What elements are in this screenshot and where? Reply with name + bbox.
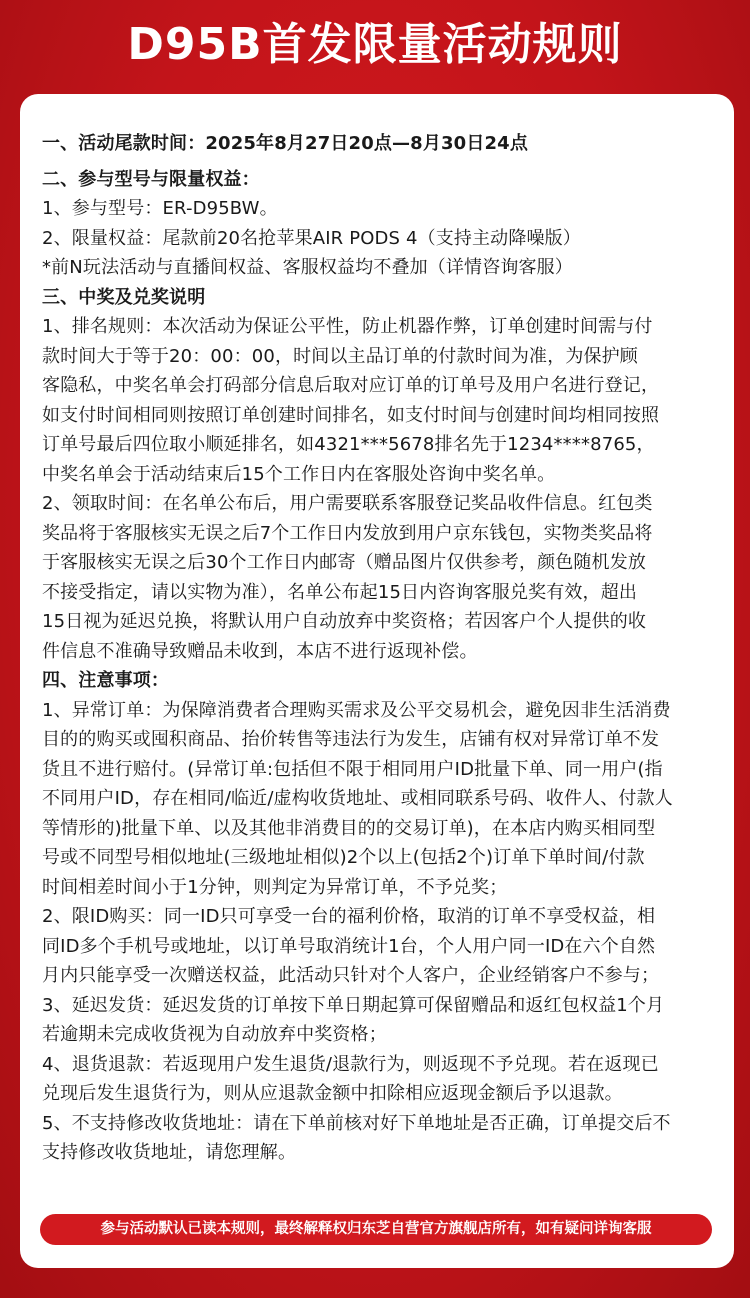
rules-body: [42, 129, 716, 1168]
rule-line: 若逾期未完成收货视为自动放弃中奖资格；: [42, 1024, 387, 1045]
rule-line: 如支付时间相同则按照订单创建时间排名，如支付时间与创建时间均相同按照: [42, 404, 660, 426]
section-heading: 一、活动尾款时间：2025年8月27日20点—8月30日24点: [42, 133, 528, 154]
rule-line: 件信息不准确导致赠品未收到，本店不进行返现补偿。: [42, 640, 478, 662]
rule-line: 款时间大于等于20：00：00，时间以主品订单的付款时间为准，为保护顾: [42, 345, 638, 367]
section-heading: 二、参与型号与限量权益：: [42, 168, 260, 190]
rule-line: 等情形的)批量下单、以及其他非消费目的的交易订单)，在本店内购买相同型: [42, 817, 656, 839]
rule-line: 4、退货退款：若返现用户发生退货/退款行为，则返现不予兑现。若在返现已: [42, 1053, 659, 1075]
rule-line: 1、参与型号：ER-D95BW。: [42, 198, 278, 219]
rule-line: 2、限量权益：尾款前20名抢苹果AIR PODS 4（支持主动降噪版）: [42, 227, 581, 249]
section-heading: 三、中奖及兑奖说明: [42, 286, 206, 308]
rule-line: 时间相差时间小于1分钟，则判定为异常订单，不予兑奖；: [42, 876, 508, 898]
rule-line: 3、延迟发货：延迟发货的订单按下单日期起算可保留赠品和返红包权益1个月: [42, 994, 665, 1016]
rule-line: *前N玩法活动与直播间权益、客服权益均不叠加（详情咨询客服）: [42, 257, 573, 278]
rule-line: 支持修改收货地址，请您理解。: [42, 1142, 297, 1163]
rule-line: 月内只能享受一次赠送权益，此活动只针对个人客户，企业经销客户不参与；: [42, 965, 660, 986]
rule-line: 中奖名单会于活动结束后15个工作日内在客服处咨询中奖名单。: [42, 463, 556, 485]
rule-line: 号或不同型号相似地址(三级地址相似)2个以上(包括2个)订单下单时间/付款: [42, 847, 645, 868]
rule-line: 不同用户ID，存在相同/临近/虚构收货地址、或相同联系号码、收件人、付款人: [42, 788, 673, 809]
rule-line: 不接受指定，请以实物为准），名单公布起15日内咨询客服兑奖有效，超出: [42, 581, 638, 603]
rule-line: 2、领取时间：在名单公布后，用户需要联系客服登记奖品收件信息。红包类: [42, 493, 653, 514]
rule-line: 于客服核实无误之后30个工作日内邮寄（赠品图片仅供参考，颜色随机发放: [42, 552, 647, 573]
section-heading: 四、注意事项：: [42, 670, 170, 691]
rule-line: 奖品将于客服核实无误之后7个工作日内发放到用户京东钱包，实物类奖品将: [42, 522, 653, 544]
rules-card: [20, 94, 734, 1268]
rule-line: 1、排名规则：本次活动为保证公平性，防止机器作弊，订单创建时间需与付: [42, 316, 653, 337]
rule-line: 货且不进行赔付。(异常订单:包括但不限于相同用户ID批量下单、同一用户(指: [42, 758, 663, 780]
rule-line: 1、异常订单：为保障消费者合理购买需求及公平交易机会，避免因非生活消费: [42, 699, 671, 721]
page-title: D95B首发限量活动规则: [127, 19, 623, 70]
footer-notice: 参与活动默认已读本规则，最终解释权归东芝自营官方旗舰店所有，如有疑问详询客服: [40, 1214, 712, 1245]
rule-line: 客隐私，中奖名单会打码部分信息后取对应订单的订单号及用户名进行登记，: [42, 375, 660, 396]
rule-line: 同ID多个手机号或地址，以订单号取消统计1台，个人用户同一ID在六个自然: [42, 935, 656, 957]
rule-line: 15日视为延迟兑换，将默认用户自动放弃中奖资格；若因客户个人提供的收: [42, 611, 647, 632]
rule-line: 订单号最后四位取小顺延排名，如4321***5678排名先于1234****8765，: [42, 434, 655, 455]
rule-line: 目的的购买或囤积商品、抬价转售等违法行为发生，店铺有权对异常订单不发: [42, 729, 660, 750]
rule-line: 2、限ID购买：同一ID只可享受一台的福利价格，取消的订单不享受权益，相: [42, 906, 656, 927]
rule-line: 兑现后发生退货行为，则从应退款金额中扣除相应返现金额后予以退款。: [42, 1083, 623, 1104]
rule-line: 5、不支持修改收货地址：请在下单前核对好下单地址是否正确，订单提交后不: [42, 1112, 671, 1134]
